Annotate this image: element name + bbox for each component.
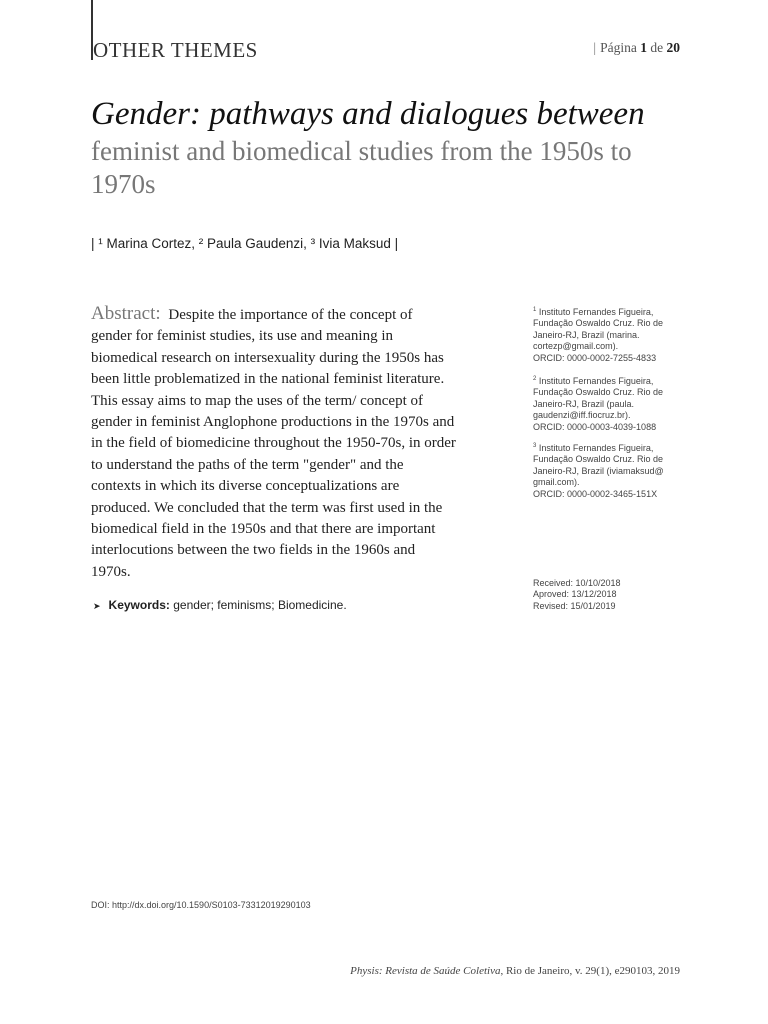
affiliation-2 — [533, 374, 693, 433]
dates — [533, 578, 693, 612]
affiliation-number: 1 — [533, 307, 537, 313]
affiliation-1 — [533, 305, 693, 364]
affiliation-3 — [533, 441, 693, 500]
page-separator: | — [593, 40, 597, 55]
page-total: 20 — [666, 40, 680, 55]
footer-citation — [350, 965, 680, 977]
affiliation-number: 3 — [533, 443, 537, 449]
date-revised: Revised: 15/01/2019 — [533, 600, 616, 611]
authors: | ¹ Marina Cortez, ² Paula Gaudenzi, ³ Ivia Maksud | — [91, 236, 399, 251]
keywords-label: Keywords: — [108, 598, 170, 612]
affiliation-number: 2 — [533, 376, 537, 382]
page-prefix: Página — [600, 40, 637, 55]
section-label: OTHER THEMES — [93, 38, 258, 62]
abstract-text: Despite the importance of the concept of gender for feminist studies, its use and meaning in biomedical research on intersexuality during the 1950s has been little problematized in the national feminist literature. This essay aims to map the uses of the term/ concept of gender in feminist Anglophone productions in the 1970s and in the field of biomedicine throughout the 1950-70s, in order to understand the paths of the term "gender" and the contexts in which its diverse conceptualizations are produced. We concluded that the term was first used in the biomedical field in the 1950s and that there are important interlocutions between the two fields in the 1960s and 1970s. — [91, 307, 456, 580]
page-of: de — [650, 40, 664, 55]
doi-link[interactable]: DOI: http://dx.doi.org/10.1590/S0103-73312019290103 — [91, 900, 311, 910]
affiliation-orcid: ORCID: 0000-0003-4039-1088 — [533, 421, 657, 432]
affiliation-text: Instituto Fernandes Figueira, Fundação Oswaldo Cruz. Rio de Janeiro-RJ, Brazil (marina. cortezp@gmail.com). — [533, 307, 664, 352]
affiliation-text: Instituto Fernandes Figueira, Fundação Oswaldo Cruz. Rio de Janeiro-RJ, Brazil (paula. gaudenzi@iff.fiocruz.br). — [533, 376, 664, 421]
journal-citation: v. 29(1), e290103, 2019 — [572, 965, 680, 977]
page-current: 1 — [640, 40, 647, 55]
journal-name: Physis: Revista de Saúde Coletiva — [350, 965, 501, 977]
title-line-2: feminist and biomedical studies from the 1950s to 1970s — [91, 136, 632, 199]
keywords — [93, 598, 347, 612]
abstract-label: Abstract: — [91, 303, 161, 324]
affiliation-orcid: ORCID: 0000-0002-7255-4833 — [533, 352, 657, 363]
arrow-icon: ➤ — [93, 601, 101, 611]
page-indicator — [593, 40, 680, 56]
date-approved: Aproved: 13/12/2018 — [533, 589, 617, 600]
title-line-1: Gender: pathways and dialogues between — [91, 96, 645, 132]
abstract — [91, 303, 456, 583]
keywords-text: gender; feminisms; Biomedicine. — [173, 598, 347, 612]
affiliation-orcid: ORCID: 0000-0002-3465-151X — [533, 488, 658, 499]
date-received: Received: 10/10/2018 — [533, 578, 621, 588]
affiliation-text: Instituto Fernandes Figueira, Fundação Oswaldo Cruz. Rio de Janeiro-RJ, Brazil (iviamaksud@ gmail.com). — [533, 443, 664, 488]
journal-place: , Rio de Janeiro, — [500, 965, 573, 977]
